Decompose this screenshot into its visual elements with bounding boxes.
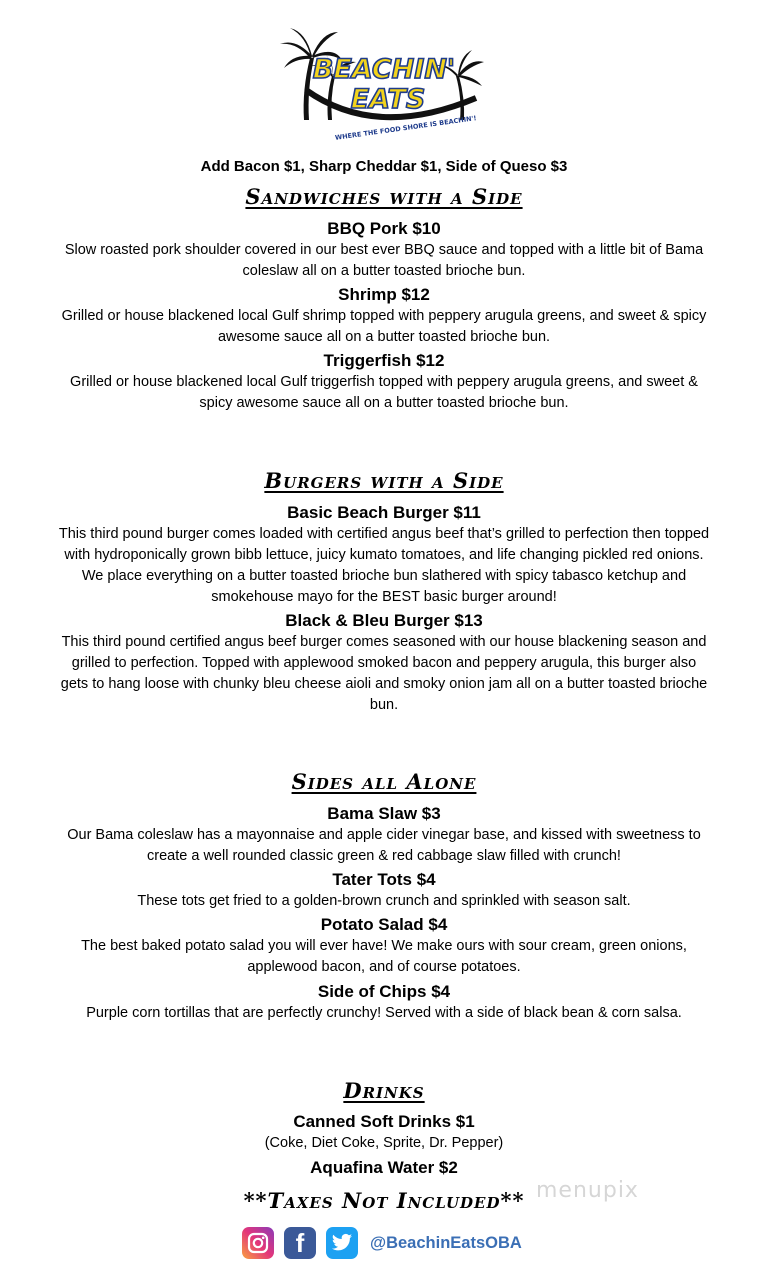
addons-note: Add Bacon $1, Sharp Cheddar $1, Side of Queso $3 [200, 158, 568, 175]
item-desc: coleslaw all on a butter toasted brioche bun. [242, 263, 526, 279]
item-desc: Grilled or house blackened local Gulf triggerfish topped with peppery arugula greens, and sweet & [70, 374, 698, 390]
section-sandwiches [30, 184, 738, 209]
section-title: Sandwiches with a Side [245, 184, 523, 209]
menu-item [30, 1157, 738, 1179]
item-desc: create a well rounded classic green & red cabbage slaw filled with crunch! [147, 848, 621, 864]
social-handle[interactable]: @BeachinEatsOBA [370, 1233, 522, 1252]
item-title: Side of Chips $4 [317, 982, 451, 1001]
item-desc: Slow roasted pork shoulder covered in our best ever BBQ sauce and topped with a little bit of Bama [64, 242, 704, 258]
item-title: BBQ Pork $10 [327, 219, 441, 238]
section-sides [30, 769, 738, 794]
item-desc: grilled to perfection. Topped with applewood smoked bacon and peppery arugula, this burger also [71, 655, 697, 671]
twitter-icon[interactable] [326, 1227, 358, 1259]
section-title: Burgers with a Side [264, 468, 504, 493]
facebook-glyph: f [295, 1227, 305, 1258]
item-desc: Our Bama coleslaw has a mayonnaise and apple cider vinegar base, and kissed with sweetness to [67, 827, 701, 843]
menu-item [30, 284, 738, 348]
item-desc: Grilled or house blackened local Gulf shrimp topped with peppery arugula greens, and sweet & spicy [61, 308, 707, 324]
section-drinks [30, 1078, 738, 1103]
item-title: Canned Soft Drinks $1 [293, 1112, 475, 1131]
svg-text:WHERE THE FOOD SHORE IS BEACHI: WHERE THE FOOD SHORE IS BEACHIN'! [334, 114, 477, 142]
instagram-icon[interactable] [242, 1227, 274, 1259]
item-title: Black & Bleu Burger $13 [285, 611, 483, 630]
menu-item [30, 803, 738, 867]
menupix-watermark: menupix [536, 1178, 639, 1203]
item-desc: This third pound burger comes loaded with certified angus beef that’s grilled to perfection then topped [58, 526, 710, 542]
item-title: Shrimp $12 [338, 285, 430, 304]
item-title: Aquafina Water $2 [310, 1158, 458, 1177]
menu-item [30, 502, 738, 608]
svg-text:EATS: EATS [350, 84, 426, 115]
section-burgers [30, 468, 738, 493]
item-desc: bun. [369, 697, 399, 713]
social-row [242, 1226, 522, 1260]
item-desc: with hydroponically grown bibb lettuce, juicy kumato tomatoes, and life changing pickled red onions. [64, 547, 704, 563]
item-desc: These tots get fried to a golden-brown crunch and sprinkled with season salt. [137, 893, 631, 909]
svg-text:BEACHIN': BEACHIN' [312, 54, 456, 85]
menu-item [30, 218, 738, 282]
item-title: Bama Slaw $3 [327, 804, 441, 823]
item-desc: smokehouse mayo for the BEST basic burger around! [211, 589, 557, 605]
item-desc: awesome sauce all on a butter toasted brioche bun. [217, 329, 551, 345]
menu-item [30, 981, 738, 1024]
facebook-icon[interactable] [284, 1227, 316, 1259]
menu-item [30, 610, 738, 716]
section-title: Drinks [343, 1078, 425, 1103]
item-desc: (Coke, Diet Coke, Sprite, Dr. Pepper) [264, 1135, 504, 1151]
item-desc: gets to hang loose with chunky bleu cheese aioli and smoky onion jam all on a butter toasted brioche [60, 676, 708, 692]
menu-item [30, 914, 738, 978]
beachin-eats-logo [276, 20, 492, 142]
item-desc: The best baked potato salad you will ever have! We make ours with sour cream, green onions, [81, 938, 687, 954]
item-desc: applewood bacon, and of course potatoes. [247, 959, 521, 975]
item-desc: spicy awesome sauce all on a butter toasted brioche bun. [199, 395, 569, 411]
menu-item [30, 869, 738, 912]
menu-item [30, 1111, 738, 1154]
item-title: Tater Tots $4 [332, 870, 436, 889]
taxes-note: **Taxes Not Included** [243, 1188, 525, 1213]
item-title: Potato Salad $4 [320, 915, 448, 934]
item-desc: This third pound certified angus beef burger comes seasoned with our house blackening season and [61, 634, 707, 650]
item-desc: We place everything on a butter toasted brioche bun slathered with spicy tabasco ketchup and [81, 568, 687, 584]
menu-item [30, 350, 738, 414]
section-title: Sides all Alone [291, 769, 477, 794]
item-title: Basic Beach Burger $11 [287, 503, 481, 522]
item-title: Triggerfish $12 [323, 351, 445, 370]
item-desc: Purple corn tortillas that are perfectly crunchy! Served with a side of black bean & corn salsa. [86, 1005, 682, 1021]
